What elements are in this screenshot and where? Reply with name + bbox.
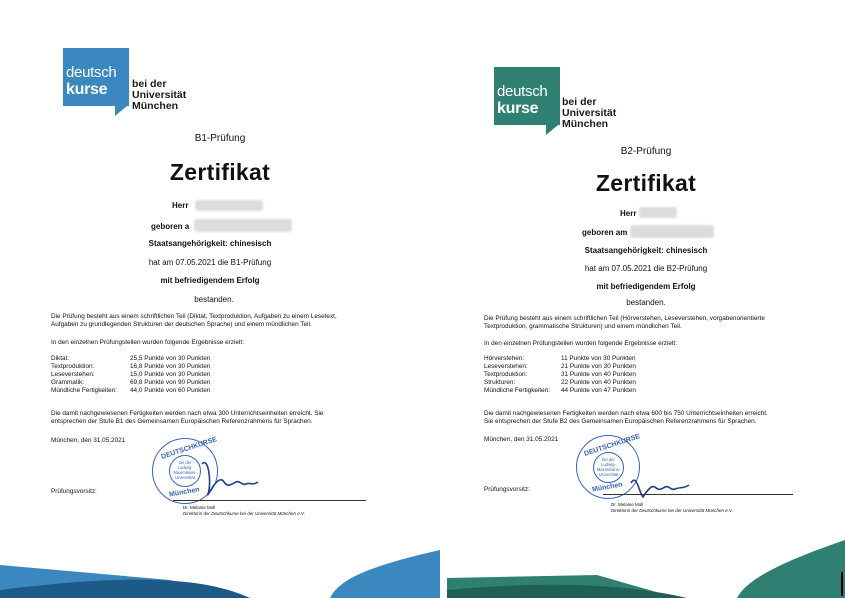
exam-date-line: hat am 07.05.2021 die B2-Prüfung [584, 264, 708, 273]
footer-band [447, 0, 845, 598]
place-date: München, den 31.05.2021 [51, 437, 126, 444]
passed: bestanden. [626, 298, 666, 307]
institution-name: bei der Universität München [132, 78, 187, 112]
score-row: Mündliche Fertigkeiten: 44 Punkte von 47 Punkten [484, 387, 636, 394]
passed: bestanden. [194, 295, 234, 304]
candidate-name: Herr [172, 201, 189, 210]
official-stamp: DEUTSCHKURSE bei der Ludwig- Maximilians- Universität München [576, 435, 640, 499]
score-row: Leseverstehen: 21 Punkte von 30 Punkten [484, 363, 636, 370]
birth-line: geboren a [151, 222, 190, 231]
candidate-name: Herr [620, 209, 637, 218]
exam-description: Die Prüfung besteht aus einem schriftlichen Teil (Hörverstehen, Leseverstehen, vorgabenorientierte Textproduktion, grammatische Strukturen) und einem mündlichen Teil. [484, 315, 765, 331]
chair-label: Prüfungsvorsitz: [484, 486, 530, 493]
signer-block: Dr. Melanie Moll Direktorin der Deutschkurse bei der Universität München e.V. [183, 505, 305, 516]
signer-block: Dr. Melanie Moll Direktorin der Deutschkurse bei der Universität München e.V. [611, 502, 733, 513]
score-row: Mündliche Fertigkeiten: 44,0 Punkte von 60 Punkten [51, 387, 211, 394]
birth-line: geboren am [582, 228, 628, 237]
deutschkurse-logo: deutsch kurse [494, 67, 560, 125]
deutschkurse-logo: deutsch kurse [63, 48, 129, 106]
score-row: Textproduktion: 16,8 Punkte von 30 Punkten [51, 363, 211, 370]
score-row: Textproduktion: 31 Punkte von 40 Punkten [484, 371, 636, 378]
exam-level: B1-Prüfung [194, 133, 246, 144]
exam-level: B2-Prüfung [620, 146, 672, 157]
score-row: Leseverstehen: 15,0 Punkte von 30 Punkten [51, 371, 211, 378]
results-intro: In den einzelnen Prüfungsteilen wurden folgende Ergebnisse erzielt: [51, 339, 244, 346]
results-intro: In den einzelnen Prüfungsteilen wurden folgende Ergebnisse erzielt: [484, 340, 677, 347]
nationality: Staatsangehörigkeit: chinesisch [584, 246, 708, 255]
score-row: Grammatik: 69,8 Punkte von 90 Punkten [51, 379, 211, 386]
official-stamp: DEUTSCHKURSE bei der Ludwig- Maximilians- Universität München [152, 438, 218, 504]
exam-description: Die Prüfung besteht aus einem schriftlichen Teil (Diktat, Textproduktion, Aufgaben zu einem Lesetext, Aufgaben zu grundlegenden Strukturen der deutschen Sprache) und einem mündlichen Teil. [51, 313, 337, 329]
certificate-title: Zertifikat [169, 159, 271, 185]
certificate-b2 [447, 0, 845, 598]
page-edge-mark [841, 572, 843, 596]
page-gap [441, 0, 446, 598]
nationality: Staatsangehörigkeit: chinesisch [148, 239, 272, 248]
grade: mit befriedigendem Erfolg [160, 276, 260, 285]
score-row: Diktat: 25,5 Punkte von 30 Punkten [51, 355, 211, 362]
certificate-title: Zertifikat [595, 170, 697, 196]
exam-date-line: hat am 07.05.2021 die B1-Prüfung [148, 258, 272, 267]
closing-text: Die damit nachgewiesenen Fertigkeiten werden nach etwa 300 Unterrichtseinheiten erreicht. Sie entsprechen der Stufe B1 des Gemeinsamen Europäischen Referenzrahmens für Sprachen. [51, 410, 324, 426]
grade: mit befriedigendem Erfolg [596, 282, 696, 291]
chair-label: Prüfungsvorsitz: [51, 488, 97, 495]
place-date: München, den 31.05.2021 [484, 436, 559, 443]
closing-text: Die damit nachgewiesenen Fertigkeiten werden nach etwa 600 bis 750 Unterrichtseinheiten erreicht. Sie entsprechen der Stufe B2 des Gemeinsamen Europäischen Referenzrahmens für Sprachen. [484, 410, 768, 426]
institution-name: bei der Universität München [562, 96, 617, 130]
score-row: Hörverstehen: 11 Punkte von 30 Punkten [484, 355, 636, 362]
score-row: Strukturen: 22 Punkte von 40 Punkten [484, 379, 636, 386]
